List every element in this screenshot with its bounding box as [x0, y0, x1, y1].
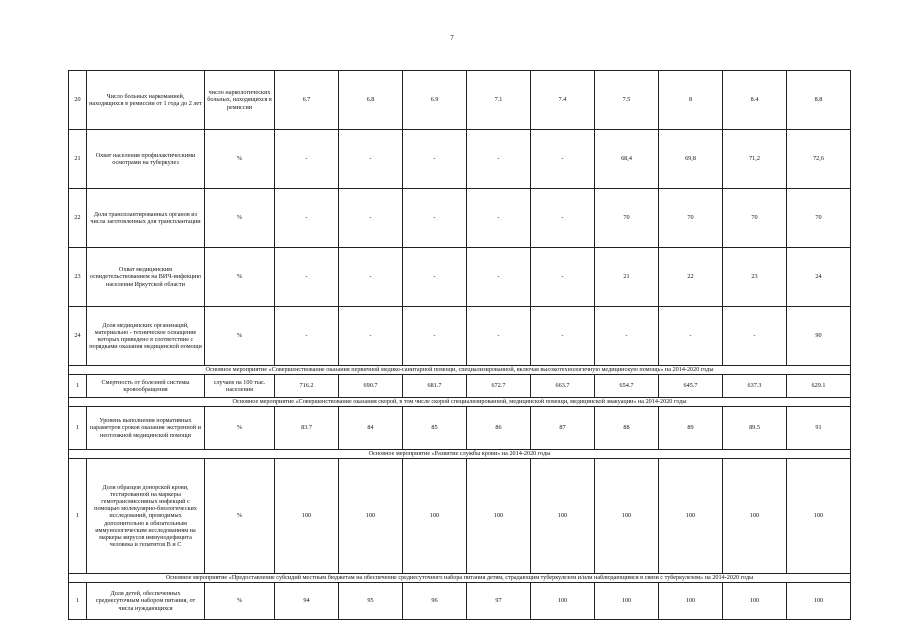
section-title: Основное мероприятие «Совершенствование оказания первичной медико-санитарной помощи, специализированной, включая высокотехнологичную медицинскую помощь» на 2014-2020 годы	[69, 366, 851, 375]
row-number: 1	[69, 583, 87, 620]
value-cell: 72,6	[787, 130, 851, 189]
row-number: 1	[69, 375, 87, 398]
table-row	[69, 248, 851, 307]
table-row	[69, 189, 851, 248]
value-cell: 70	[787, 189, 851, 248]
value-cell: 87	[531, 407, 595, 450]
row-number: 22	[69, 189, 87, 248]
value-cell: 8.4	[723, 71, 787, 130]
value-cell: 68,4	[595, 130, 659, 189]
indicator-name: Уровень выполнения нормативных параметров сроков оказания экстренной и неотложной медицинской помощи	[87, 407, 205, 450]
value-cell: 71,2	[723, 130, 787, 189]
value-cell: -	[531, 189, 595, 248]
value-cell: 69,8	[659, 130, 723, 189]
value-cell: -	[403, 130, 467, 189]
value-cell: 8.8	[787, 71, 851, 130]
value-cell: 100	[339, 459, 403, 574]
unit-cell: %	[205, 583, 275, 620]
value-cell: 83.7	[275, 407, 339, 450]
value-cell: 70	[659, 189, 723, 248]
unit-cell: %	[205, 248, 275, 307]
unit-cell: %	[205, 189, 275, 248]
table-row	[69, 407, 851, 450]
value-cell: 22	[659, 248, 723, 307]
value-cell: 663.7	[531, 375, 595, 398]
value-cell: 100	[531, 459, 595, 574]
value-cell: 100	[467, 459, 531, 574]
row-number: 21	[69, 130, 87, 189]
value-cell: -	[339, 130, 403, 189]
value-cell: 690.7	[339, 375, 403, 398]
table-row	[69, 583, 851, 620]
indicator-name: Доля трансплантированных органов из числа заготовленных для трансплантации	[87, 189, 205, 248]
value-cell: -	[467, 130, 531, 189]
value-cell: 96	[403, 583, 467, 620]
value-cell: 23	[723, 248, 787, 307]
value-cell: 7.4	[531, 71, 595, 130]
section-header-row	[69, 398, 851, 407]
value-cell: 6.7	[275, 71, 339, 130]
indicator-name: Доля детей, обеспеченных среднесуточным набором питания, от числа нуждающихся	[87, 583, 205, 620]
value-cell: -	[275, 189, 339, 248]
value-cell: 100	[595, 459, 659, 574]
value-cell: 6.8	[339, 71, 403, 130]
row-number: 24	[69, 307, 87, 366]
value-cell: -	[467, 307, 531, 366]
value-cell: 88	[595, 407, 659, 450]
value-cell: 84	[339, 407, 403, 450]
value-cell: 681.7	[403, 375, 467, 398]
value-cell: 637.3	[723, 375, 787, 398]
value-cell: -	[467, 248, 531, 307]
indicator-name: Доля образцов донорской крови, тестированной на маркеры гемотрансмиссивных инфекций с помощью молекулярно-биологических исследований, проводимых дополнительно к обязательным иммунологическим исследованиям на маркеры вирусов иммунодефицита человека и гепатитов В и С	[87, 459, 205, 574]
unit-cell: %	[205, 459, 275, 574]
value-cell: -	[467, 189, 531, 248]
value-cell: 100	[659, 459, 723, 574]
value-cell: 89	[659, 407, 723, 450]
section-header-row	[69, 366, 851, 375]
value-cell: 629.1	[787, 375, 851, 398]
section-header-row	[69, 574, 851, 583]
value-cell: 90	[787, 307, 851, 366]
value-cell: -	[531, 130, 595, 189]
table-row	[69, 71, 851, 130]
value-cell: -	[339, 248, 403, 307]
value-cell: 100	[723, 583, 787, 620]
row-number: 1	[69, 407, 87, 450]
row-number: 23	[69, 248, 87, 307]
value-cell: 100	[403, 459, 467, 574]
value-cell: -	[595, 307, 659, 366]
value-cell: -	[403, 189, 467, 248]
indicators-table	[68, 70, 851, 620]
row-number: 20	[69, 71, 87, 130]
value-cell: 100	[787, 459, 851, 574]
value-cell: -	[723, 307, 787, 366]
value-cell: 100	[659, 583, 723, 620]
value-cell: -	[403, 307, 467, 366]
value-cell: 8	[659, 71, 723, 130]
value-cell: -	[659, 307, 723, 366]
value-cell: 24	[787, 248, 851, 307]
page-number: 7	[450, 34, 454, 42]
value-cell: 70	[723, 189, 787, 248]
section-header-row	[69, 450, 851, 459]
value-cell: 100	[595, 583, 659, 620]
value-cell: 645.7	[659, 375, 723, 398]
value-cell: 94	[275, 583, 339, 620]
value-cell: -	[275, 307, 339, 366]
indicator-name: Охват медицинским освидетельствованием на ВИЧ-инфекцию населения Иркутской области	[87, 248, 205, 307]
table-row	[69, 375, 851, 398]
indicator-name: Смертность от болезней системы кровообращения	[87, 375, 205, 398]
indicator-name: Число больных наркоманией, находящихся в ремиссии от 1 года до 2 лет	[87, 71, 205, 130]
value-cell: 7.1	[467, 71, 531, 130]
value-cell: 100	[531, 583, 595, 620]
value-cell: 89.5	[723, 407, 787, 450]
value-cell: -	[275, 130, 339, 189]
value-cell: 21	[595, 248, 659, 307]
value-cell: -	[531, 248, 595, 307]
value-cell: -	[275, 248, 339, 307]
value-cell: 95	[339, 583, 403, 620]
section-title: Основное мероприятие «Развитие службы крови» на 2014-2020 годы	[69, 450, 851, 459]
unit-cell: %	[205, 307, 275, 366]
value-cell: 70	[595, 189, 659, 248]
value-cell: 672.7	[467, 375, 531, 398]
section-title: Основное мероприятие «Предоставление субсидий местным бюджетам на обеспечение среднесуточного набора питания детям, страдающим туберкулезом и/или наблюдающимся в связи с туберкулезом» на 2014-2020 годы	[69, 574, 851, 583]
value-cell: -	[403, 248, 467, 307]
value-cell: 91	[787, 407, 851, 450]
value-cell: 100	[723, 459, 787, 574]
unit-cell: число наркологических больных, находящихся в ремиссии	[205, 71, 275, 130]
value-cell: 86	[467, 407, 531, 450]
value-cell: 6.9	[403, 71, 467, 130]
value-cell: -	[531, 307, 595, 366]
indicator-name: Доля медицинских организаций, материально - техническое оснащение которых приведено в соответствие с порядками оказания медицинской помощи	[87, 307, 205, 366]
value-cell: 97	[467, 583, 531, 620]
unit-cell: %	[205, 130, 275, 189]
value-cell: 7.5	[595, 71, 659, 130]
indicator-name: Охват населения профилактическими осмотрами на туберкулез	[87, 130, 205, 189]
value-cell: -	[339, 307, 403, 366]
table-row	[69, 130, 851, 189]
value-cell: 100	[275, 459, 339, 574]
value-cell: 654.7	[595, 375, 659, 398]
table-row	[69, 459, 851, 574]
unit-cell: случаев на 100 тыс. населения	[205, 375, 275, 398]
value-cell: -	[339, 189, 403, 248]
unit-cell: %	[205, 407, 275, 450]
section-title: Основное мероприятие «Совершенствование оказания скорой, в том числе скорой специализированной, медицинской помощи, медицинской эвакуации» на 2014-2020 годы	[69, 398, 851, 407]
table-row	[69, 307, 851, 366]
value-cell: 100	[787, 583, 851, 620]
value-cell: 716.2	[275, 375, 339, 398]
value-cell: 85	[403, 407, 467, 450]
row-number: 1	[69, 459, 87, 574]
